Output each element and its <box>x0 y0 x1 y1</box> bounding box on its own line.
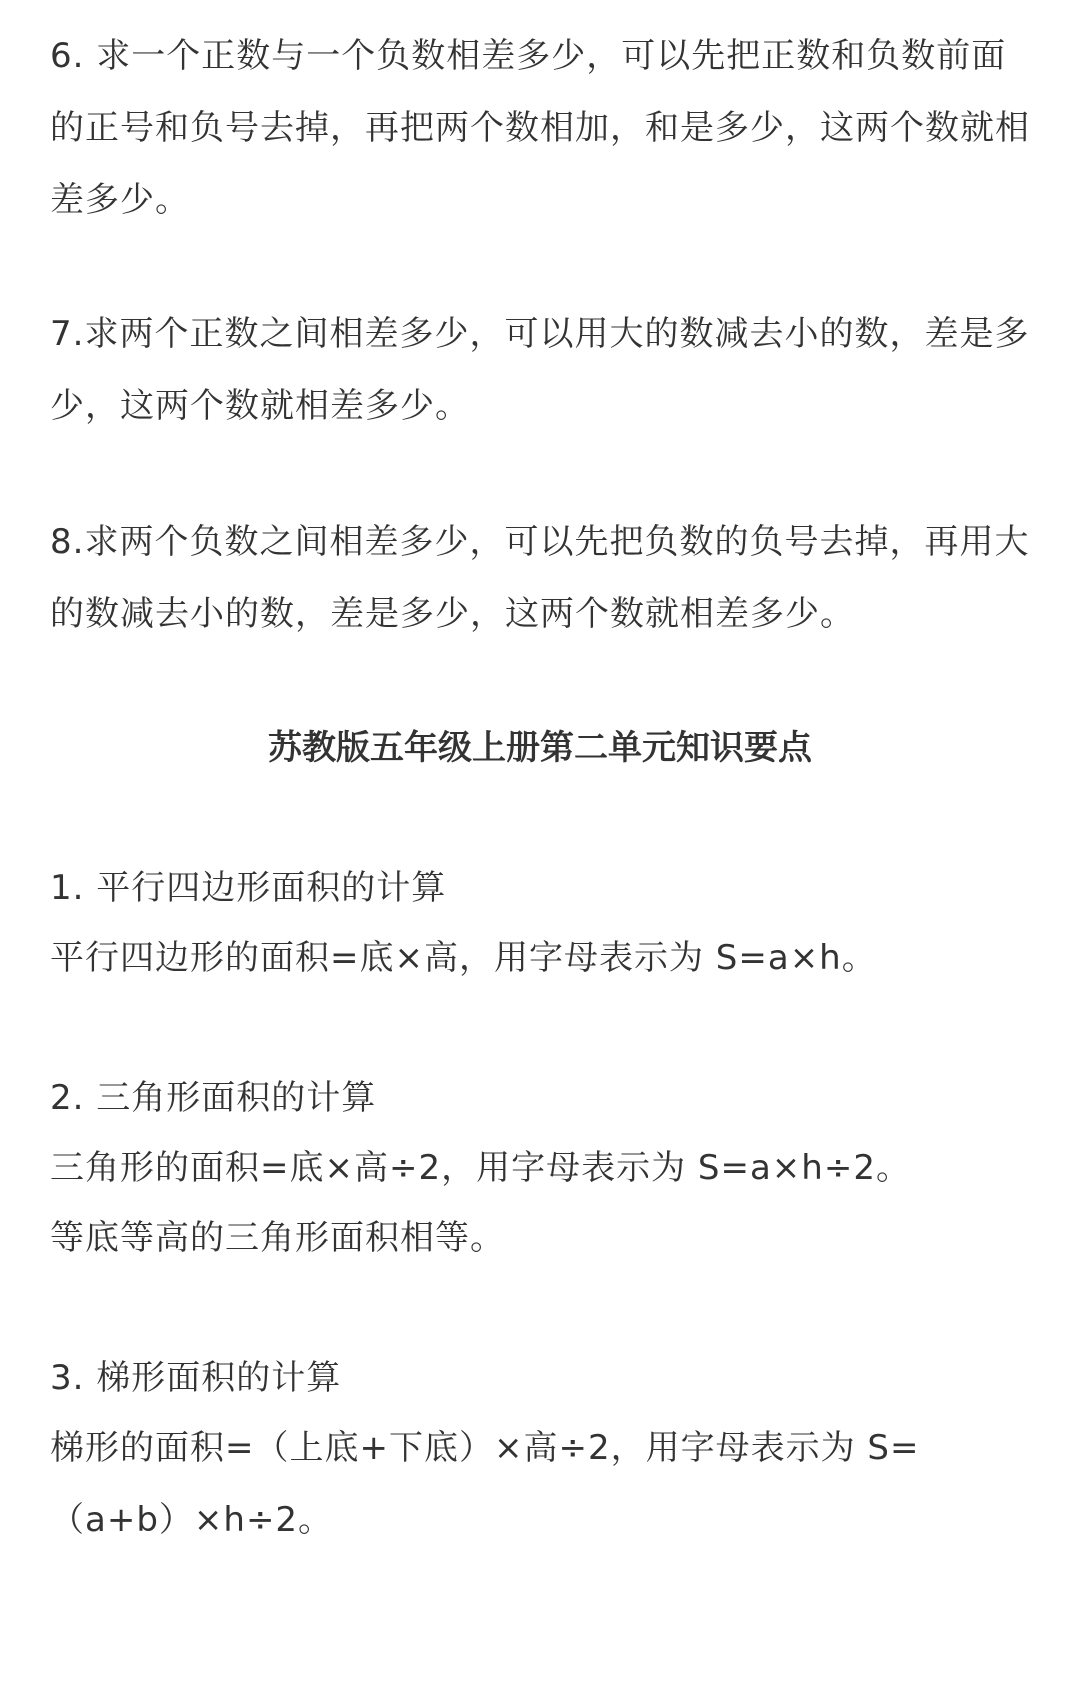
topic-2-title: 2. 三角形面积的计算 <box>50 1078 377 1118</box>
topic-1-formula: 平行四边形的面积=底×高，用字母表示为 S=a×h。 <box>50 938 877 978</box>
topic-3-formula: 梯形的面积=（上底+下底）×高÷2，用字母表示为 S=（a+b）×h÷2。 <box>50 1428 920 1540</box>
rule-7-paragraph: 7.求两个正数之间相差多少，可以用大的数减去小的数，差是多少，这两个数就相差多少。 <box>50 314 1030 426</box>
section-title: 苏教版五年级上册第二单元知识要点 <box>268 728 812 768</box>
topic-1-title: 1. 平行四边形面积的计算 <box>50 868 447 908</box>
rule-6-paragraph: 6. 求一个正数与一个负数相差多少，可以先把正数和负数前面的正号和负号去掉，再把两个数相加，和是多少，这两个数就相差多少。 <box>50 36 1030 220</box>
rule-8-paragraph: 8.求两个负数之间相差多少，可以先把负数的负号去掉，再用大的数减去小的数，差是多少，这两个数就相差多少。 <box>50 522 1030 634</box>
topic-2-note: 等底等高的三角形面积相等。 <box>50 1218 505 1258</box>
topic-2-formula: 三角形的面积=底×高÷2，用字母表示为 S=a×h÷2。 <box>50 1148 911 1188</box>
topic-3-title: 3. 梯形面积的计算 <box>50 1358 342 1398</box>
